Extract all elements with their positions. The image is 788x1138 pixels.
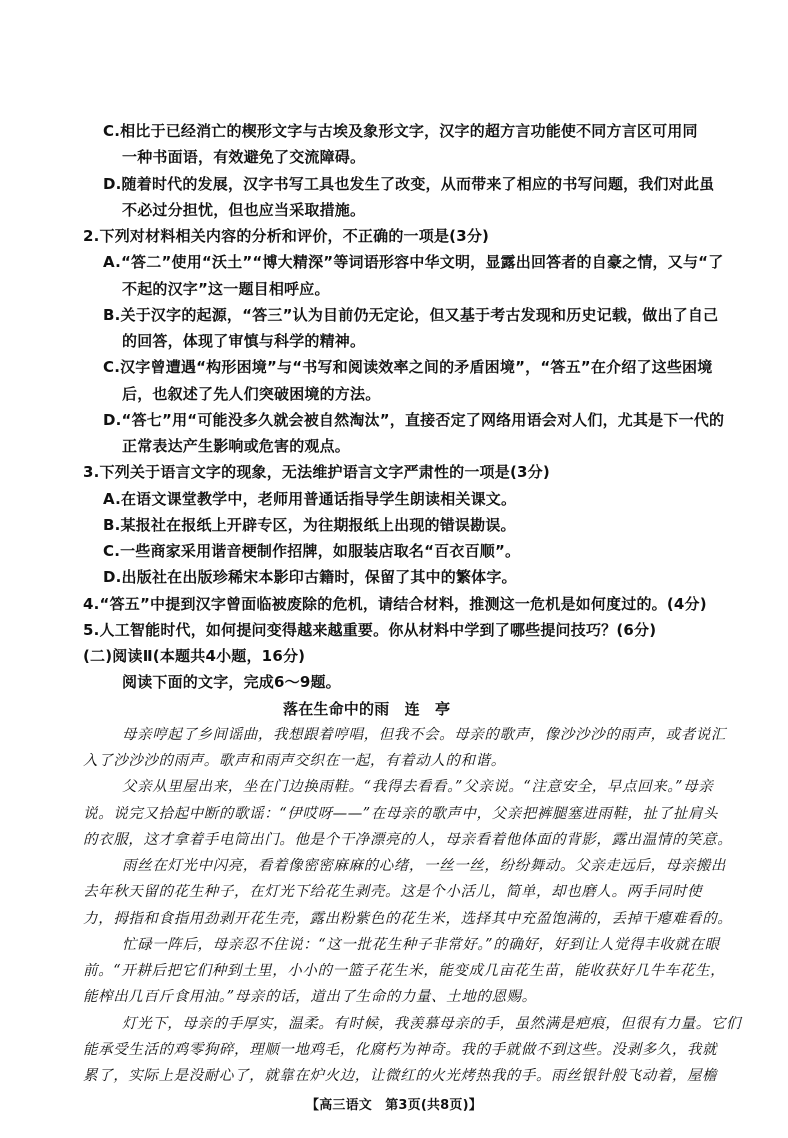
article-para-line: 母亲哼起了乡间谣曲，我想跟着哼唱，但我不会。母亲的歌声，像沙沙沙的雨声，或者说汇 [122, 726, 726, 743]
q3-option-b: B.某报社在报纸上开辟专区，为往期报纸上出现的错误勘误。 [103, 515, 516, 534]
reading-instruction: 阅读下面的文字，完成6～9题。 [122, 673, 341, 692]
article-para-line: 忙碌一阵后，母亲忍不住说：“这一批花生种子非常好。”的确好，好到让人觉得丰收就在眼 [122, 936, 720, 953]
article-title: 落在生命中的雨 连 亭 [283, 699, 451, 718]
q2-option-b-line-2: 的回答，体现了审慎与科学的精神。 [122, 332, 366, 350]
q2-option-d-line-2: 正常表达产生影响或危害的观点。 [122, 437, 351, 455]
q2-option-c-line-1: C.汉字曾遭遇“构形困境”与“书写和阅读效率之间的矛盾困境”，“答五”在介绍了这些困境 [103, 358, 713, 377]
article-para-line: 雨丝在灯光中闪亮，看着像密密麻麻的心绪，一丝一丝，纷纷舞动。父亲走远后，母亲搬出 [122, 858, 726, 874]
option-d-line-2: 不必过分担忧，但也应当采取措施。 [122, 200, 366, 219]
question-5: 5.人工智能时代，如何提问变得越来越重要。你从材料中学到了哪些提问技巧？(6分) [83, 620, 657, 639]
question-3: 3.下列关于语言文字的现象，无法维护语言文字严肃性的一项是(3分) [83, 463, 550, 482]
article-para-line: 父亲从里屋出来，坐在门边换雨鞋。“我得去看看。”父亲说。“注意安全，早点回来。”母亲 [122, 779, 714, 796]
option-d-line-1: D.随着时代的发展，汉字书写工具也发生了改变，从而带来了相应的书写问题，我们对此虽 [103, 174, 715, 193]
q3-option-c: C.一些商家采用谐音梗制作招牌，如服装店取名“百衣百顺”。 [103, 542, 521, 560]
q2-option-a-line-2: 不起的汉字”这一题目相呼应。 [122, 279, 330, 298]
article-para-line: 说。说完又拾起中断的歌谣：“伊哎呀——”在母亲的歌声中，父亲把裤腿塞进雨鞋，扯了扯肩头 [83, 805, 719, 822]
q2-option-c-line-2: 后，也叙述了先人们突破困境的方法。 [122, 384, 381, 403]
article-para-line: 能榨出几百斤食用油。”母亲的话，道出了生命的力量、土地的恩赐。 [83, 989, 537, 1006]
option-c-line-2: 一种书面语，有效避免了交流障碍。 [122, 148, 366, 167]
article-para-line: 累了，实际上是没耐心了，就靠在炉火边，让微红的火光烤热我的手。雨丝银针般飞动着，屋檐 [83, 1068, 718, 1084]
section-heading: (二)阅读Ⅱ(本题共4小题，16分) [83, 647, 306, 665]
article-para-line: 的衣服，这才拿着手电筒出门。他是个干净漂亮的人，母亲看着他体面的背影，露出温情的笑意。 [83, 831, 733, 848]
article-para-line: 力，拇指和食指用劲剥开花生壳，露出粉紫色的花生米，选择其中充盈饱满的，丢掉干瘪难看的。 [83, 910, 733, 927]
question-2: 2.下列对材料相关内容的分析和评价，不正确的一项是(3分) [83, 227, 490, 245]
q3-option-d: D.出版社在出版珍稀宋本影印古籍时，保留了其中的繁体字。 [103, 568, 517, 587]
article-para-line: 能承受生活的鸡零狗碎，理顺一地鸡毛，化腐朽为神奇。我的手就做不到这些。没剥多久，我就 [83, 1041, 718, 1058]
q2-option-a-line-1: A.“答二”使用“沃土”“博大精深”等词语形容中华文明，显露出回答者的自豪之情，又与“了 [103, 253, 724, 272]
page-footer: 【高三语文 第3页(共8页)】 [306, 1098, 482, 1113]
article-para-line: 灯光下，母亲的手厚实，温柔。有时候，我羡慕母亲的手，虽然满是疤痕，但很有力量。它们 [122, 1015, 742, 1032]
question-4: 4.“答五”中提到汉字曾面临被废除的危机，请结合材料，推测这一危机是如何度过的。(4分) [83, 594, 707, 613]
article-para-line: 去年秋天留的花生种子，在灯光下给花生剥壳。这是个小活儿，简单，却也磨人。两手同时使 [83, 884, 703, 901]
option-c-line-1: C.相比于已经消亡的楔形文字与古埃及象形文字，汉字的超方言功能使不同方言区可用同 [103, 122, 698, 140]
q2-option-b-line-1: B.关于汉字的起源，“答三”认为目前仍无定论，但又基于考古发现和历史记载，做出了自己 [103, 305, 719, 324]
q2-option-d-line-1: D.“答七”用“可能没多久就会被自然淘汰”，直接否定了网络用语会对人们，尤其是下一代的 [103, 410, 725, 429]
q3-option-a: A.在语文课堂教学中，老师用普通话指导学生朗读相关课文。 [103, 489, 517, 508]
article-para-line: 前。“开耕后把它们种到土里，小小的一篮子花生米，能变成几亩花生苗，能收获好几牛车花生， [83, 963, 726, 979]
article-para-line: 入了沙沙沙的雨声。歌声和雨声交织在一起，有着动人的和谐。 [83, 753, 506, 769]
